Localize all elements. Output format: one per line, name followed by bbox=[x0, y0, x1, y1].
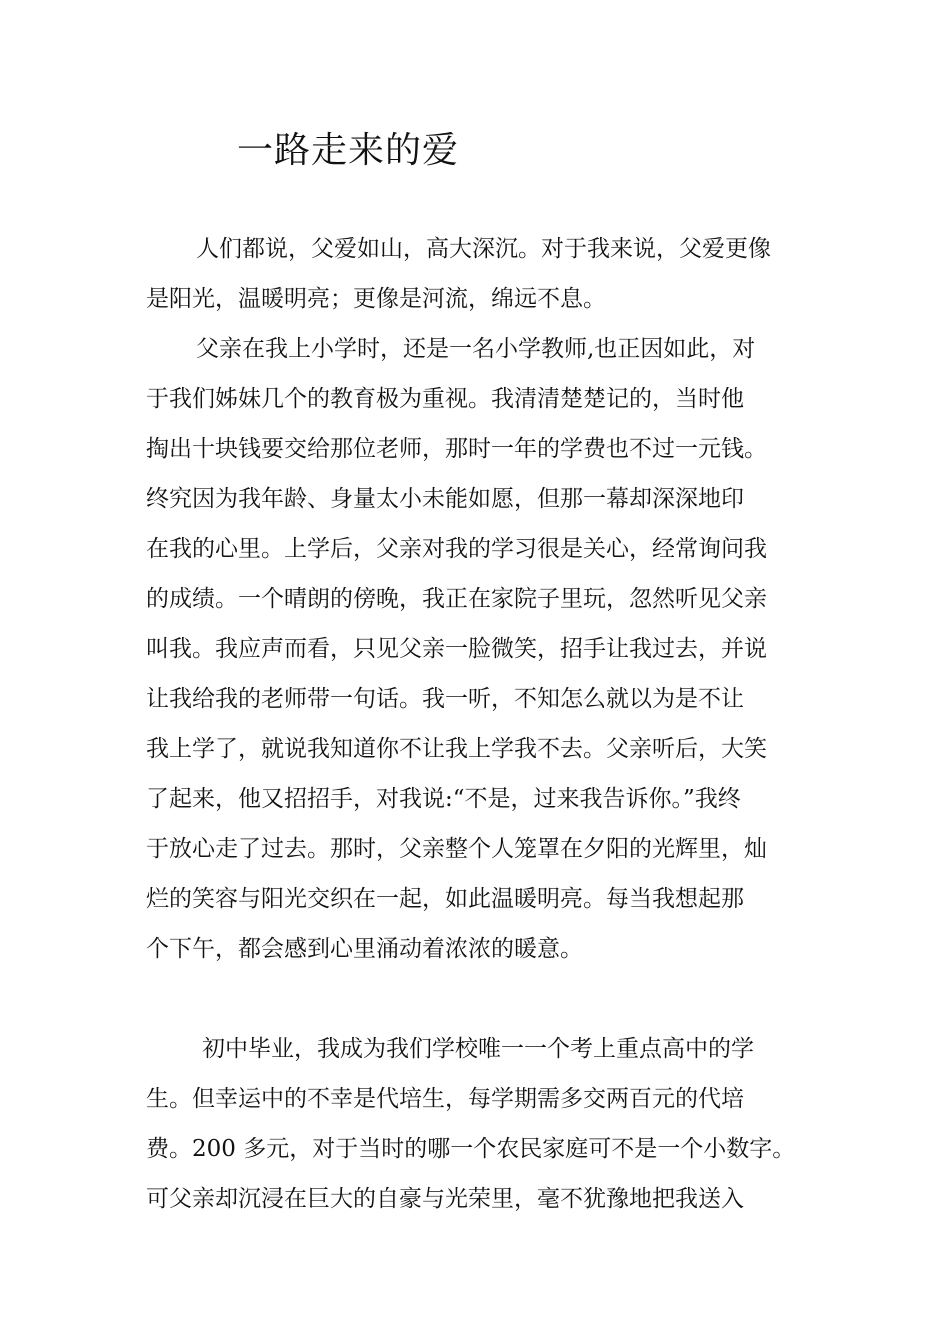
paragraph-line: 掏出十块钱要交给那位老师，那时一年的学费也不过一元钱。 bbox=[146, 436, 767, 462]
paragraph-line: 让我给我的老师带一句话。我一听，不知怎么就以为是不让 bbox=[146, 686, 744, 712]
paragraph-3 bbox=[146, 1028, 826, 1228]
paragraph-line: 费。200 多元，对于当时的哪一个农民家庭可不是一个小数字。 bbox=[146, 1136, 796, 1162]
paragraph-line: 的成绩。一个晴朗的傍晚，我正在家院子里玩，忽然听见父亲 bbox=[146, 586, 767, 612]
paragraph-line: 于放心走了过去。那时，父亲整个人笼罩在夕阳的光辉里，灿 bbox=[146, 836, 767, 862]
paragraph-line: 烂的笑容与阳光交织在一起，如此温暖明亮。每当我想起那 bbox=[146, 886, 744, 912]
paragraph-line: 生。但幸运中的不幸是代培生，每学期需多交两百元的代培 bbox=[146, 1086, 744, 1112]
paragraph-line: 人们都说，父爱如山，高大深沉。对于我来说，父爱更像 bbox=[196, 236, 771, 262]
paragraph-line: 初中毕业，我成为我们学校唯一一个考上重点高中的学 bbox=[202, 1036, 754, 1062]
paragraph-line: 了起来，他又招招手，对我说:“不是，过来我告诉你。”我终 bbox=[146, 786, 741, 812]
paragraph-line: 我上学了，就说我知道你不让我上学我不去。父亲听后，大笑 bbox=[146, 736, 767, 762]
paragraph-line: 个下午，都会感到心里涌动着浓浓的暖意。 bbox=[146, 936, 583, 962]
paragraph-line: 是阳光，温暖明亮；更像是河流，绵远不息。 bbox=[146, 286, 606, 312]
paragraph-line: 于我们姊妹几个的教育极为重视。我清清楚楚记的，当时他 bbox=[146, 386, 744, 412]
paragraph-2 bbox=[146, 328, 826, 978]
paragraph-1 bbox=[146, 228, 826, 328]
paragraph-line: 可父亲却沉浸在巨大的自豪与光荣里，毫不犹豫地把我送入 bbox=[146, 1186, 744, 1212]
paragraph-line: 父亲在我上小学时，还是一名小学教师,也正因如此，对 bbox=[196, 336, 756, 362]
document-title: 一路走来的爱 bbox=[237, 130, 460, 171]
paragraph-line: 终究因为我年龄、身量太小未能如愿，但那一幕却深深地印 bbox=[146, 486, 744, 512]
paragraph-line: 在我的心里。上学后，父亲对我的学习很是关心，经常询问我 bbox=[146, 536, 767, 562]
paragraph-gap bbox=[146, 978, 826, 1028]
paragraph-line: 叫我。我应声而看，只见父亲一脸微笑，招手让我过去，并说 bbox=[146, 636, 767, 662]
document-body bbox=[146, 228, 826, 1228]
